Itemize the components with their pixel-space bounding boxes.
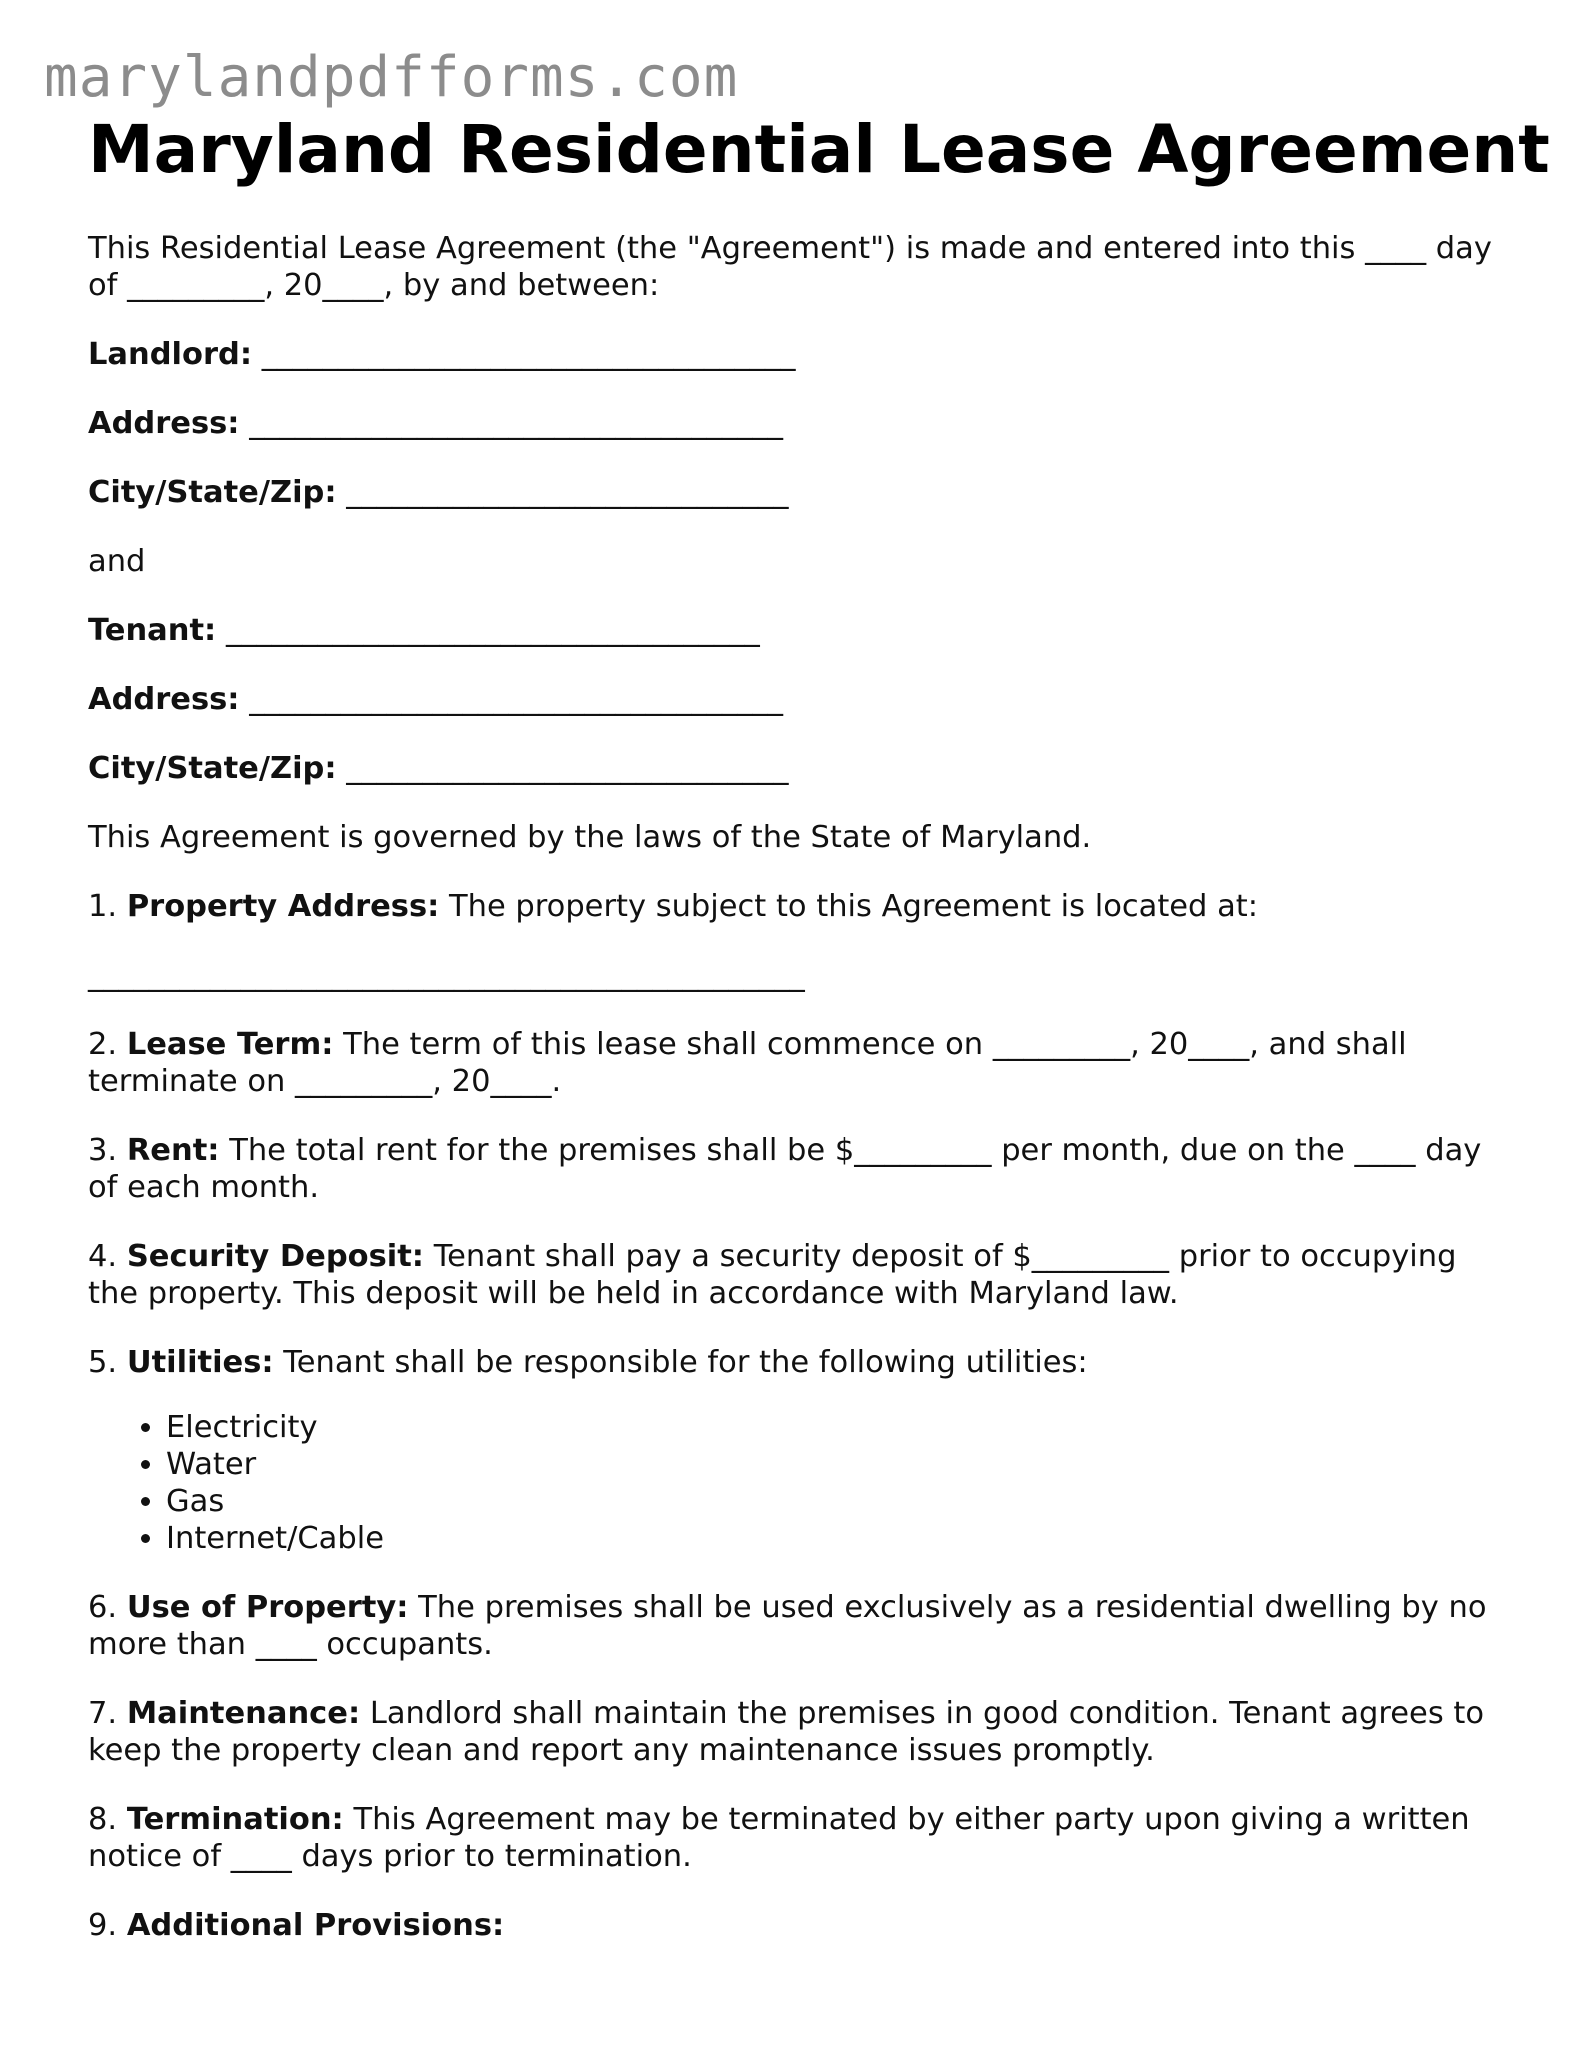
utilities-list — [88, 1409, 1508, 1557]
governing-law: This Agreement is governed by the laws of the State of Maryland. — [88, 819, 1092, 855]
landlord-name-line — [88, 336, 1508, 373]
section-7-text: Landlord shall maintain the premises in good condition. Tenant agrees to keep the property clean and report any maintenance issues promptly. — [88, 1695, 1485, 1768]
tenant-city-label: City/State/Zip: — [88, 750, 337, 786]
tenant-name-line — [88, 612, 1508, 649]
section-5 — [88, 1344, 1508, 1381]
tenant-city-line — [88, 750, 1508, 787]
section-2-number: 2. — [88, 1026, 118, 1062]
section-6 — [88, 1589, 1508, 1663]
watermark: marylandpdfforms.com — [44, 45, 739, 110]
section-3-heading: Rent: — [126, 1132, 220, 1168]
section-2 — [88, 1026, 1508, 1100]
section-1-text: The property subject to this Agreement is located at: — [449, 888, 1259, 924]
section-3-number: 3. — [88, 1132, 118, 1168]
section-2-heading: Lease Term: — [126, 1026, 334, 1062]
landlord-name-blank[interactable]: ___________________________________ — [261, 336, 796, 372]
property-address-blank[interactable]: _______________________________________________ — [88, 957, 805, 993]
landlord-city-blank[interactable]: _____________________________ — [346, 474, 789, 510]
section-9 — [88, 1907, 1508, 1944]
landlord-name-label: Landlord: — [88, 336, 253, 372]
section-3-text: The total rent for the premises shall be $_________ per month, due on the ____ day of each month. — [88, 1132, 1482, 1205]
and-text: and — [88, 543, 146, 579]
section-4-text: Tenant shall pay a security deposit of $_________ prior to occupying the property. This deposit will be held in accordance with Maryland law. — [88, 1238, 1457, 1311]
section-7 — [88, 1695, 1508, 1769]
document-page — [88, 111, 1550, 1976]
section-1-number: 1. — [88, 888, 118, 924]
landlord-address-blank[interactable]: ___________________________________ — [249, 405, 783, 441]
section-8 — [88, 1801, 1508, 1875]
list-item: • Water — [166, 1446, 1508, 1483]
landlord-city-line — [88, 474, 1508, 511]
section-8-heading: Termination: — [126, 1801, 344, 1837]
section-5-number: 5. — [88, 1344, 118, 1380]
list-item: • Gas — [166, 1483, 1508, 1520]
tenant-address-label: Address: — [88, 681, 240, 717]
landlord-address-line — [88, 405, 1508, 442]
intro-paragraph: This Residential Lease Agreement (the "Agreement") is made and entered into this ____ day of _________, 20____, by and between: — [88, 230, 1492, 303]
tenant-address-line — [88, 681, 1508, 718]
section-6-number: 6. — [88, 1589, 118, 1625]
section-9-heading: Additional Provisions: — [126, 1907, 505, 1943]
section-4 — [88, 1238, 1508, 1312]
section-4-number: 4. — [88, 1238, 118, 1274]
section-6-text: The premises shall be used exclusively as a residential dwelling by no more than ____ occupants. — [88, 1589, 1487, 1662]
section-5-text: Tenant shall be responsible for the following utilities: — [283, 1344, 1088, 1380]
section-8-number: 8. — [88, 1801, 118, 1837]
list-item: • Internet/Cable — [166, 1520, 1508, 1557]
section-9-number: 9. — [88, 1907, 118, 1943]
section-8-text: This Agreement may be terminated by either party upon giving a written notice of ____ days prior to termination. — [88, 1801, 1470, 1874]
list-item: • Electricity — [166, 1409, 1508, 1446]
tenant-name-blank[interactable]: ___________________________________ — [225, 612, 760, 648]
tenant-name-label: Tenant: — [88, 612, 217, 648]
section-6-heading: Use of Property: — [126, 1589, 409, 1625]
section-7-number: 7. — [88, 1695, 118, 1731]
section-2-text: The term of this lease shall commence on _________, 20____, and shall terminate on _________, 20____. — [88, 1026, 1407, 1099]
landlord-address-label: Address: — [88, 405, 240, 441]
tenant-city-blank[interactable]: _____________________________ — [346, 750, 789, 786]
landlord-city-label: City/State/Zip: — [88, 474, 337, 510]
section-1 — [88, 888, 1508, 925]
section-3 — [88, 1132, 1508, 1206]
section-1-heading: Property Address: — [126, 888, 440, 924]
page-title: Maryland Residential Lease Agreement — [88, 111, 1550, 188]
section-5-heading: Utilities: — [126, 1344, 274, 1380]
tenant-address-blank[interactable]: ___________________________________ — [249, 681, 783, 717]
section-7-heading: Maintenance: — [126, 1695, 361, 1731]
section-4-heading: Security Deposit: — [126, 1238, 425, 1274]
